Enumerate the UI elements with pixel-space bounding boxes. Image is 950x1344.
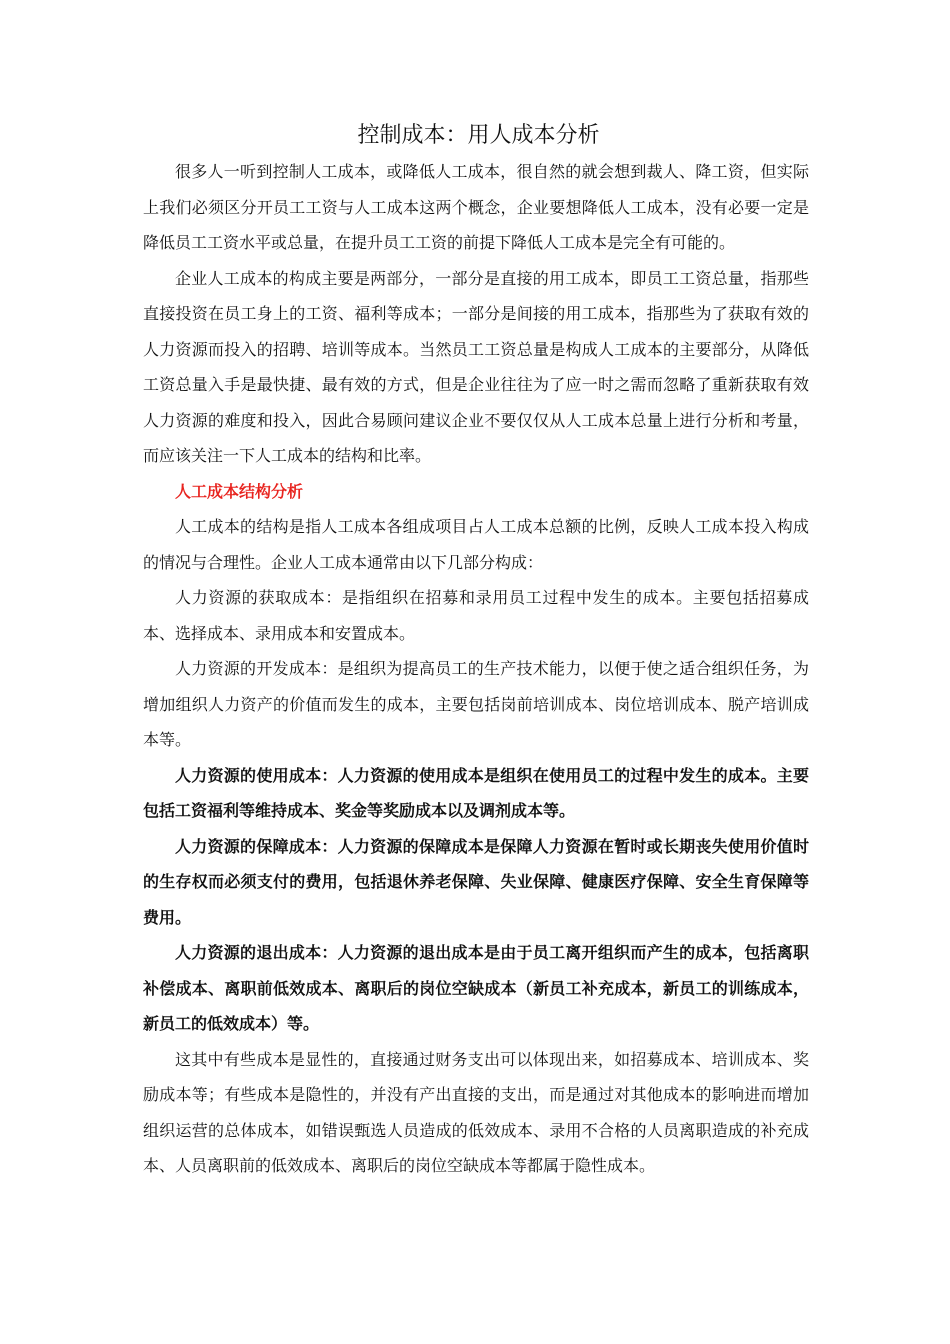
intro-paragraph-1: 很多人一听到控制人工成本，或降低人工成本，很自然的就会想到裁人、降工资，但实际上我们必须区分开员工工资与人工成本这两个概念，企业要想降低人工成本，没有必要一定是降低员工工资水平或总量，在提升员工工资的前提下降低人工成本是完全有可能的。 (143, 162, 809, 252)
document-title: 控制成本：用人成本分析 (357, 123, 600, 148)
bold-paragraph-security-cost: 人力资源的保障成本：人力资源的保障成本是保障人力资源在暂时或长期丧失使用价值时的生存权而必须支付的费用，包括退休养老保障、失业保障、健康医疗保障、安全生育保障等费用。 (143, 836, 809, 927)
document-page (143, 118, 809, 1184)
section-paragraph-structure: 人工成本的结构是指人工成本各组成项目占人工成本总额的比例，反映人工成本投入构成的情况与合理性。企业人工成本通常由以下几部分构成： (143, 517, 809, 572)
section-paragraph-acquisition-cost: 人力资源的获取成本：是指组织在招募和录用员工过程中发生的成本。主要包括招募成本、选择成本、录用成本和安置成本。 (143, 588, 809, 643)
intro-paragraph-2: 企业人工成本的构成主要是两部分，一部分是直接的用工成本，即员工工资总量，指那些直接投资在员工身上的工资、福利等成本；一部分是间接的用工成本，指那些为了获取有效的人力资源而投入的招聘、培训等成本。当然员工工资总量是构成人工成本的主要部分，从降低工资总量入手是最快捷、最有效的方式，但是企业往往为了应一时之需而忽略了重新获取有效人力资源的难度和投入，因此合易顾问建议企业不要仅仅从人工成本总量上进行分析和考量，而应该关注一下人工成本的结构和比率。 (143, 268, 809, 465)
bold-paragraph-exit-cost: 人力资源的退出成本：人力资源的退出成本是由于员工离开组织而产生的成本，包括离职补偿成本、离职前低效成本、离职后的岗位空缺成本（新员工补充成本，新员工的训练成本，新员工的低效成本）等。 (143, 943, 809, 1033)
section-paragraph-development-cost: 人力资源的开发成本：是组织为提高员工的生产技术能力，以便于使之适合组织任务，为增加组织人力资产的价值而发生的成本，主要包括岗前培训成本、岗位培训成本、脱产培训成本等。 (143, 659, 809, 749)
closing-paragraph: 这其中有些成本是显性的，直接通过财务支出可以体现出来，如招募成本、培训成本、奖励成本等；有些成本是隐性的，并没有产出直接的支出，而是通过对其他成本的影响进而增加组织运营的总体成本，如错误甄选人员造成的低效成本、录用不合格的人员离职造成的补充成本、人员离职前的低效成本、离职后的岗位空缺成本等都属于隐性成本。 (143, 1049, 809, 1175)
section-heading: 人工成本结构分析 (175, 481, 304, 501)
bold-paragraph-usage-cost: 人力资源的使用成本：人力资源的使用成本是组织在使用员工的过程中发生的成本。主要包括工资福利等维持成本、奖金等奖励成本以及调剂成本等。 (143, 765, 809, 820)
